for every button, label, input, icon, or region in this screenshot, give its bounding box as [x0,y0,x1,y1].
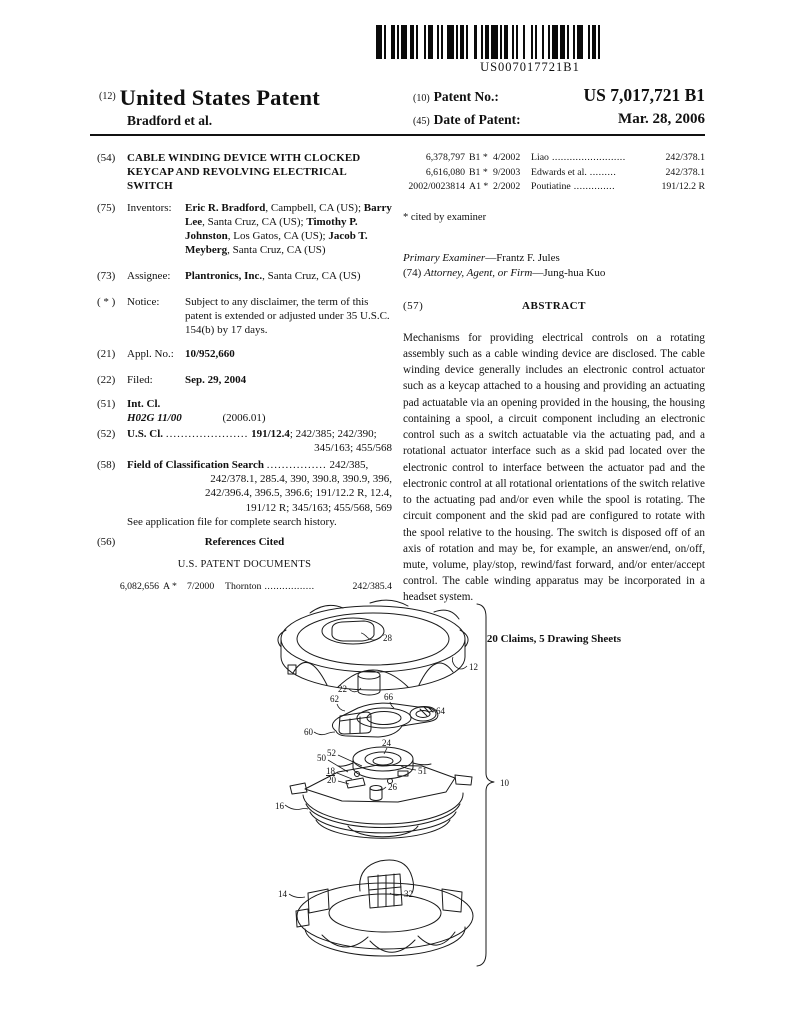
header-left [99,85,320,129]
search-history-note: See application file for complete search history. [127,515,337,528]
figure-ref-28: 28 [383,633,392,643]
abstract-column: 6,378,797 B1 * 4/2002 Liao ......................... 242/378.1 6,616,080 B1 * 9/2003 Edwards et al. ......... 242/378.1 2002/0023814 A1 * 2/2002 Poutiatine .............. 191/12.2 R * cited by examiner Primary Examiner—Frantz F. Jules (74) Attorney, Agent, or Firm—Jung-hua Kuo (57) ABSTRACT Mechanisms for providing electrical controls on a rotating assembly such as a cable winding device are disclosed. The cable winding device generally includes an electronic control actuator such as a keycap attached to a housing and providing an actuating pad actuatable via an opening provided in the housing, the housing containing a spool, a circuit component including an electronic control such as a switch actuatable via the actuating pad, and a rotational actuator interface such as a skid pad located over the electronic control to interface between the actuator pad and the electronic control at all rotational orientations of the switch relative to the actuating pad and/or even while the spool is rotating. The circuit component and the skid pad are configured to rotate with the spool relative to the housing. The switch is disposed off of an axis of rotation and may be, for example, an answer/end, on/off, mute, volume, play/stop, rewind/fast forward, and/or enter/accept control. The cable winding apparatus may be incorporated in a headset system. 20 Claims, 5 Drawing Sheets [403,152,705,645]
figure-brace [477,604,494,966]
reference-row: 2002/0023814 A1 * 2/2002 Poutiatine .............. 191/12.2 R [408,181,705,193]
int-cl-label: Int. Cl. [127,398,161,411]
appl-no-value: 10/952,660 [185,347,235,360]
figure-ref-22: 22 [338,684,347,694]
section-inventors: (75) Inventors: Eric R. Bradford, Campbell, CA (US); Barry Lee, Santa Cruz, CA (US); Timothy P. Johnston, Los Gatos, CA (US); Jacob T. Meyberg, Santa Cruz, CA (US) [97,202,392,257]
figure-ref-66: 66 [384,692,393,702]
primary-examiner: Primary Examiner—Frantz F. Jules [403,251,560,264]
figure-ref-51: 51 [418,766,427,776]
reference-row: 6,378,797 B1 * 4/2002 Liao ......................... 242/378.1 [425,152,705,163]
int-cl-version: (2006.01) [222,412,266,425]
section-field-of-search: (58) Field of Classification Search ................ 242/385, 242/378.1, 285.4, 390, 390.8, 390.9, 396, 242/396.4, 396.5, 396.6; 191/12.2 R, 12.4, 191/12 R; 345/163; 455/568, 569 See application file for complete search history. [97,459,392,528]
figure-ref-14: 14 [278,889,287,899]
section-us-cl: (52) U.S. Cl. ...................... 191/12.4; 242/385; 242/390; 345/163; 455/568 [97,428,392,455]
figure-ref-16: 16 [275,801,284,811]
date-value: Mar. 28, 2006 [618,111,705,127]
authors: Bradford et al. [127,113,213,128]
claims-note: 20 Claims, 5 Drawing Sheets [486,632,622,645]
figure-ref-52: 52 [327,748,336,758]
section-int-cl: (51) Int. Cl. H02G 11/00 (2006.01) [97,397,392,425]
field-number: (45) [413,116,430,127]
cited-by-examiner-note: * cited by examiner [403,212,487,224]
figure-ref-20: 20 [327,775,336,785]
attorney-agent-firm: (74) Attorney, Agent, or Firm—Jung-hua Kuo [403,266,606,279]
kind-code-number: (12) [99,91,116,102]
bibliographic-column [97,151,392,595]
bottom-housing [296,860,473,956]
figure-ref-10: 10 [500,778,509,788]
assignee-value: Plantronics, Inc., Santa Cruz, CA (US) [185,269,361,282]
exploded-view-drawing [250,595,580,995]
section-title: (54) CABLE WINDING DEVICE WITH CLOCKED KEYCAP AND REVOLVING ELECTRICAL SWITCH [97,151,392,193]
top-housing [278,600,468,695]
figure-ref-60: 60 [304,727,313,737]
keycap-circuit-piece [332,703,437,737]
invention-title: CABLE WINDING DEVICE WITH CLOCKED KEYCAP AND REVOLVING ELECTRICAL SWITCH [127,152,361,193]
abstract-heading: ABSTRACT [522,299,586,312]
figure-ref-62: 62 [330,694,339,704]
inventors-list: Eric R. Bradford, Campbell, CA (US); Barry Lee, Santa Cruz, CA (US); Timothy P. Johnston, Los Gatos, CA (US); Jacob T. Meyberg, Santa Cruz, CA (US) [185,202,392,257]
patent-number-row [413,85,705,111]
figure-ref-12: 12 [469,662,478,672]
reference-row: 6,616,080 B1 * 9/2003 Edwards et al. ......... 242/378.1 [425,166,705,178]
references-heading: References Cited [204,535,285,548]
patent-no-value: US 7,017,721 B1 [583,85,705,105]
figure-ref-18: 18 [326,766,335,776]
reference-numerals [275,633,510,899]
reference-row: 6,082,656 A * 7/2000 Thornton ................. 242/385.4 [119,581,392,593]
patent-no-label: Patent No.: [433,89,499,104]
field-number: (10) [413,93,430,104]
header-right [413,85,705,134]
date-label: Date of Patent: [433,112,521,127]
date-of-patent-row [413,111,705,134]
section-assignee: (73) Assignee: Plantronics, Inc., Santa Cruz, CA (US) [97,269,392,283]
notice-text: Subject to any disclaimer, the term of this patent is extended or adjusted under 35 U.S.C. 154(b) by 17 days. [185,295,390,336]
figure-ref-32: 32 [404,889,413,899]
page-title: United States Patent [119,85,320,110]
figure-ref-64: 64 [436,706,445,716]
section-filed: (22) Filed: Sep. 29, 2004 [97,373,392,387]
us-patent-documents-heading: U.S. PATENT DOCUMENTS [177,558,312,570]
abstract-text: Mechanisms for providing electrical controls on a rotating assembly such as a cable winding device are disclosed. The cable winding device generally includes an electronic control actuator such as a keycap attached to a housing and providing an actuating pad actuatable via an opening provided in the housing, the housing containing a spool, a circuit component including an electronic control such as a switch actuatable via the actuating pad, and a rotational actuator interface such as a skid pad located over the electronic control to interface between the actuator pad and the electronic control at all rotational orientations of the switch relative to the actuating pad and/or even while the spool is rotating. The circuit component and the skid pad are configured to rotate with the spool relative to the housing. The switch is disposed off of an axis of rotation and may be, for example, an answer/end, on/off, mute, volume, play/stop, rewind/fast forward, and/or enter/accept control. The cable winding apparatus may be incorporated in a headset system. [403,331,705,604]
header-divider [90,134,705,136]
filed-value: Sep. 29, 2004 [185,373,247,386]
barcode-text: US007017721B1 [480,60,580,74]
section-notice: ( * ) Notice: Subject to any disclaimer, the term of this patent is extended or adjusted under 35 U.S.C. 154(b) by 17 days. [97,295,392,337]
int-cl-code: H02G 11/00 [127,412,182,425]
figure-ref-24: 24 [382,738,391,748]
section-references: (56) References Cited U.S. PATENT DOCUMENTS 6,082,656 A * 7/2000 Thornton ................. 242/385.4 [97,535,392,595]
barcode [376,25,684,59]
patent-figure [250,595,580,995]
figure-ref-50: 50 [317,753,326,763]
figure-ref-26: 26 [388,782,397,792]
section-appl-no: (21) Appl. No.: 10/952,660 [97,347,392,361]
